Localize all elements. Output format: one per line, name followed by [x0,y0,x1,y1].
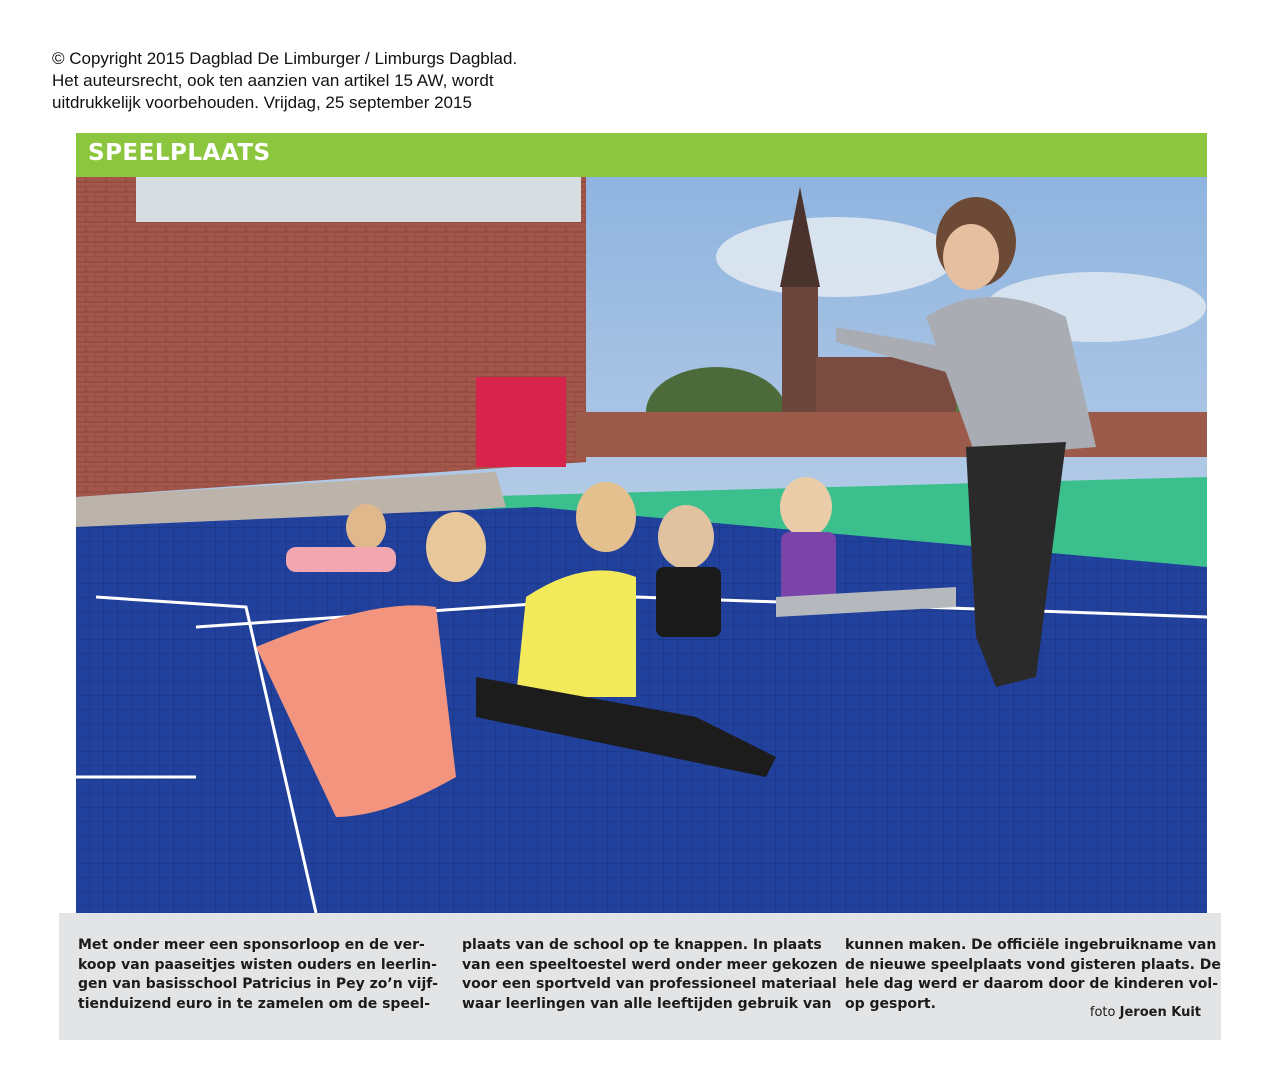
caption-line: de nieuwe speelplaats vond gisteren plaats. De [845,956,1221,973]
caption-line: voor een sportveld van professioneel materiaal [462,976,837,992]
copyright-notice [52,48,672,114]
copyright-line: Het auteursrecht, ook ten aanzien van artikel 15 AW, wordt [52,71,494,90]
caption-line: plaats van de school op te knappen. In plaats [462,937,822,953]
caption-line: op gesport. [845,995,936,1012]
section-banner [76,133,1207,177]
caption-line: Met onder meer een sponsorloop en de ver- [78,937,425,953]
photo-illustration [76,177,1207,913]
section-label: SPEELPLAATS [88,140,271,166]
copyright-line: © Copyright 2015 Dagblad De Limburger / Limburgs Dagblad. [52,49,518,68]
caption-line: koop van paaseitjes wisten ouders en leerlin- [78,956,437,973]
caption-line: gen van basisschool Patricius in Pey zo’n vijf- [78,976,438,992]
photo-credit-prefix: foto [1089,1005,1116,1020]
photo-credit-name: Jeroen Kuit [1119,1005,1201,1020]
article-photo [76,177,1207,913]
caption-line: hele dag werd er daarom door de kinderen vol- [845,976,1219,992]
caption-column-2 [462,936,838,1014]
caption-line: van een speeltoestel werd onder meer gekozen [462,956,838,973]
article [76,133,1207,913]
caption-column-3 [845,936,1221,1014]
caption-box [59,913,1221,1040]
copyright-line: uitdrukkelijk voorbehouden. Vrijdag, 25 september 2015 [52,93,472,112]
caption-line: kunnen maken. De officiële ingebruikname van [845,937,1217,953]
caption-line: tienduizend euro in te zamelen om de speel- [78,995,431,1012]
caption-column-1 [78,936,438,1014]
photo-credit [1090,1005,1201,1020]
caption-line: waar leerlingen van alle leeftijden gebruik van [462,995,832,1012]
